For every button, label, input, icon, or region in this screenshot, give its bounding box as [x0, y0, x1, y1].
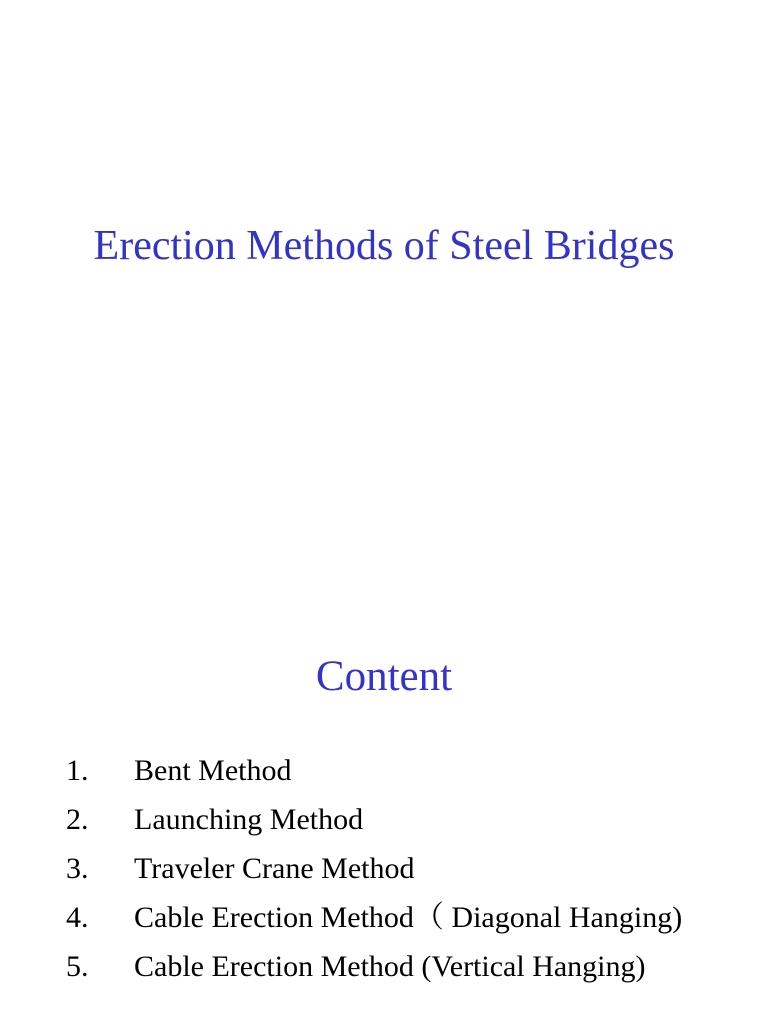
content-heading: Content — [315, 653, 453, 700]
list-item — [0, 752, 768, 790]
content-list — [0, 752, 768, 997]
list-item — [0, 948, 768, 986]
list-item — [0, 850, 768, 888]
list-item-number: 1. — [66, 754, 89, 787]
list-item-number: 5. — [66, 950, 89, 983]
slide-title: Erection Methods of Steel Bridges — [93, 223, 675, 269]
list-item-number: 3. — [66, 852, 89, 885]
list-item-text: Traveler Crane Method — [134, 852, 415, 885]
list-item-text: Cable Erection Method（ Diagonal Hanging) — [134, 901, 683, 934]
list-item-text: Bent Method — [134, 754, 292, 787]
list-item-number: 2. — [66, 803, 89, 836]
content-slide — [0, 512, 768, 1024]
list-item — [0, 801, 768, 839]
list-item-number: 4. — [66, 901, 89, 934]
list-item-text: Cable Erection Method (Vertical Hanging) — [134, 950, 646, 983]
list-item-text: Launching Method — [134, 803, 364, 836]
list-item — [0, 899, 768, 937]
